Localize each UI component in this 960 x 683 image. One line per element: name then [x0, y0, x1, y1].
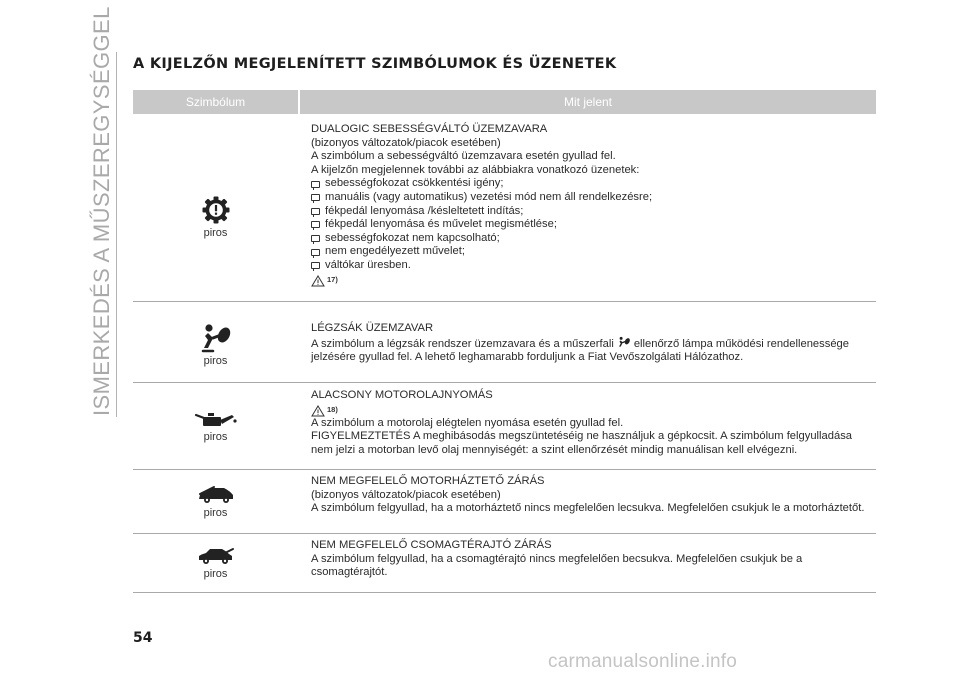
- meaning-cell: [298, 534, 876, 592]
- airbag-icon: [617, 336, 631, 349]
- list-item-text: sebességfokozat csökkentési igény;: [325, 177, 504, 190]
- warning-triangle-icon: [311, 405, 325, 417]
- note-reference: 17): [327, 274, 338, 284]
- text-line: FIGYELMEZTETÉS A meghibásodás megszüntetéséig ne használjuk a gépkocsit. A szimbólum felgyulladása nem jelzi a motorban levő olaj mennyiségét: a szint ellenőrzését mindig manuálisan kell elvégezni.: [311, 430, 853, 456]
- symbol-cell: [133, 114, 298, 301]
- symbol-cell: [133, 383, 298, 469]
- list-item: [311, 245, 876, 259]
- list-item-text: nem engedélyezett művelet;: [325, 245, 465, 258]
- side-divider: [116, 52, 117, 417]
- text-line: A szimbólum felgyullad, ha a motorháztető nincs megfelelően lecsukva. Megfelelően csukjuk le a motorháztetőt.: [311, 502, 865, 515]
- list-item-text: sebességfokozat nem kapcsolható;: [325, 231, 500, 244]
- page-number: 54: [133, 630, 153, 646]
- text-line: (bizonyos változatok/piacok esetében): [311, 488, 501, 501]
- text-line: A szimbólum a motorolaj elégtelen nyomása esetén gyullad fel.: [311, 416, 624, 429]
- text-segment: ellenőrző lámpa működési rendellenessége jelzésére gyullad fel. A lehető leghamarabb forduljunk a Fiat Vevőszolgálati Hálózathoz.: [311, 337, 849, 364]
- side-chapter-title-text: ISMERKEDÉS A MŰSZEREGYSÉGGEL: [89, 6, 114, 416]
- list-item: [311, 218, 876, 232]
- header-symbol: Szimbólum: [185, 95, 246, 109]
- display-message-icon: [311, 235, 320, 242]
- row-title: ALACSONY MOTOROLAJNYOMÁS: [311, 389, 493, 401]
- text-line: A szimbólum a sebességváltó üzemzavara esetén gyullad fel.: [311, 150, 616, 163]
- meaning-cell: [298, 114, 876, 301]
- list-item: [311, 205, 876, 219]
- trunk-open-icon: [197, 546, 235, 566]
- table-row: [133, 470, 876, 534]
- color-label: piros: [203, 226, 228, 239]
- bonnet-open-icon: [196, 485, 236, 505]
- text-line: A szimbólum felgyullad, ha a csomagtérajtó nincs megfelelően becsukva. Megfelelően csukjuk be a csomagtérajtót.: [311, 552, 803, 579]
- list-item-text: fékpedál lenyomása és művelet megismétlése;: [325, 218, 557, 231]
- warning-note: [311, 403, 876, 417]
- meaning-cell: [298, 383, 876, 469]
- row-title: LÉGZSÁK ÜZEMZAVAR: [311, 322, 434, 334]
- warning-note: [311, 273, 876, 287]
- row-title: NEM MEGFELELŐ MOTORHÁZTETŐ ZÁRÁS: [311, 475, 545, 487]
- symbol-table: [133, 90, 876, 593]
- text-line: A kijelzőn megjelennek további az alábbiakra vonatkozó üzenetek:: [311, 163, 640, 176]
- airbag-icon: [199, 323, 233, 353]
- display-message-icon: [311, 181, 320, 188]
- color-label: piros: [203, 568, 228, 580]
- symbol-cell: [133, 302, 298, 382]
- oil-can-icon: [194, 409, 238, 429]
- watermark: carmanualsonline.info: [548, 651, 738, 672]
- list-item: [311, 232, 876, 246]
- symbol-cell: [133, 470, 298, 533]
- list-item-text: manuális (vagy automatikus) vezetési mód nem áll rendelkezésre;: [325, 190, 653, 203]
- table-row: [133, 302, 876, 383]
- list-item-text: fékpedál lenyomása /késleltetett indítás;: [325, 204, 524, 217]
- meaning-cell: [298, 470, 876, 533]
- display-message-icon: [311, 208, 320, 215]
- display-message-icon: [311, 221, 320, 228]
- meaning-cell: [298, 302, 876, 382]
- symbol-cell: [133, 534, 298, 592]
- text-line: [311, 336, 876, 365]
- warning-triangle-icon: [311, 275, 325, 287]
- note-reference: 18): [327, 405, 338, 414]
- display-message-icon: [311, 194, 320, 201]
- table-header: [133, 90, 876, 114]
- header-meaning: Mit jelent: [298, 90, 876, 114]
- text-segment: A szimbólum a légzsák rendszer üzemzavara és a műszerfali: [311, 337, 614, 350]
- table-row: [133, 534, 876, 593]
- display-message-icon: [311, 249, 320, 256]
- display-message-icon: [311, 262, 320, 269]
- page-title: A KIJELZŐN MEGJELENÍTETT SZIMBÓLUMOK ÉS ÜZENETEK: [133, 56, 617, 72]
- row-title: NEM MEGFELELŐ CSOMAGTÉRAJTÓ ZÁRÁS: [311, 539, 552, 551]
- list-item: [311, 191, 876, 205]
- gear-warning-icon: [201, 195, 231, 225]
- list-item: [311, 259, 876, 273]
- text-line: (bizonyos változatok/piacok esetében): [311, 136, 501, 149]
- color-label: piros: [203, 431, 228, 443]
- color-label: piros: [203, 506, 228, 519]
- row-title: DUALOGIC SEBESSÉGVÁLTÓ ÜZEMZAVARA: [311, 123, 548, 135]
- table-row: [133, 114, 876, 302]
- table-row: [133, 383, 876, 470]
- color-label: piros: [203, 355, 228, 367]
- list-item-text: váltókar üresben.: [325, 258, 411, 271]
- side-chapter-title: [88, 6, 114, 418]
- list-item: [311, 177, 876, 191]
